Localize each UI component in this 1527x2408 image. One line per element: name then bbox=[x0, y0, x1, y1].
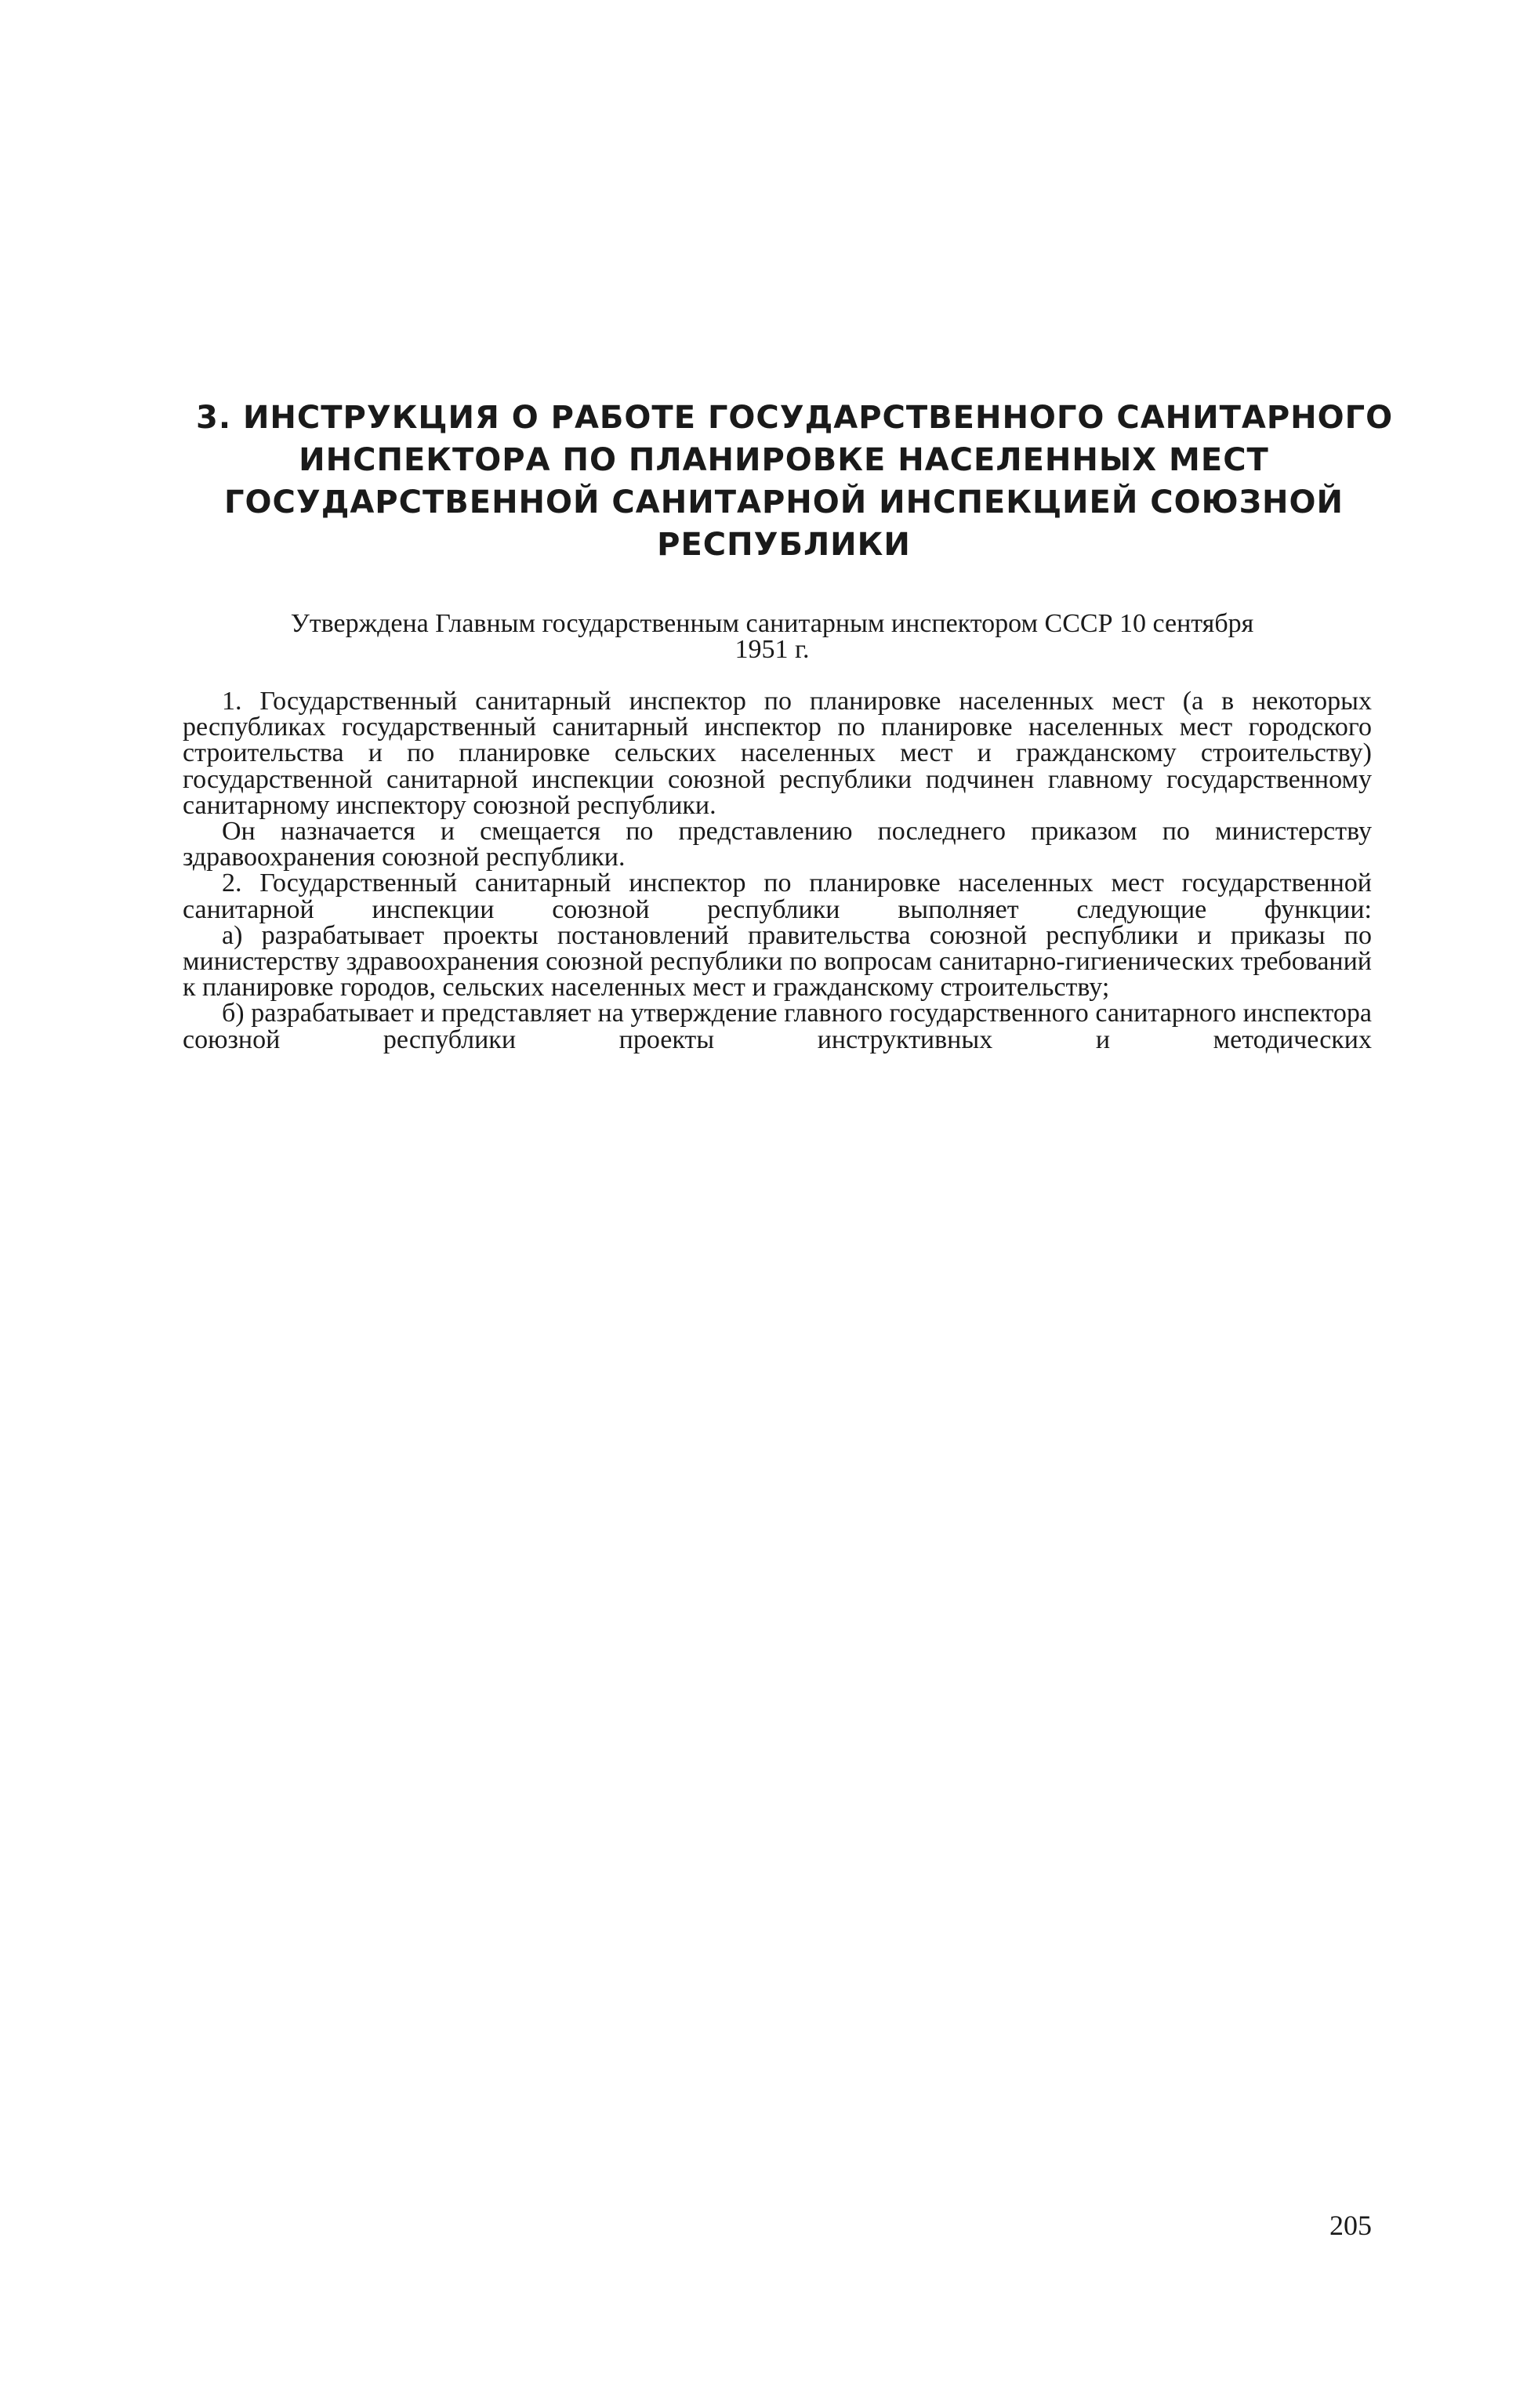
title-line: ГОСУДАРСТВЕННОЙ САНИТАРНОЙ ИНСПЕКЦИЕЙ СОЮЗНОЙ bbox=[224, 484, 1344, 520]
approval-note bbox=[149, 611, 1395, 662]
document-title bbox=[196, 397, 1394, 566]
title-line: 3. ИНСТРУКЦИЯ О РАБОТЕ ГОСУДАРСТВЕННОГО САНИТАРНОГО bbox=[196, 400, 1394, 436]
page-number: 205 bbox=[1329, 2210, 1372, 2241]
title-line: РЕСПУБЛИКИ bbox=[657, 527, 911, 563]
title-line: ИНСПЕКТОРА ПО ПЛАНИРОВКЕ НАСЕЛЕННЫХ МЕСТ bbox=[299, 442, 1269, 478]
body-text bbox=[183, 688, 1372, 1053]
approval-line: Утверждена Главным государственным санитарным инспектором СССР 10 сентября bbox=[290, 609, 1254, 638]
paragraph: б) разрабатывает и представляет на утверждение главного государственного санитарного инспектора союзной республики проекты инструктивных и методических bbox=[183, 999, 1372, 1054]
paragraph: 1. Государственный санитарный инспектор по планировке населенных мест (а в некоторых республиках государственный санитарный инспектор по планировке населенных мест городского строительства и по планировке сельских населенных мест и гражданскому строительству) государственной санитарной инспекции союзной республики подчинен главному государственному санитарному инспектору союзной республики. bbox=[183, 687, 1372, 820]
approval-line: 1951 г. bbox=[734, 635, 810, 664]
paragraph: а) разрабатывает проекты постановлений правительства союзной республики и приказы по министерству здравоохранения союзной республики по вопросам санитарно-гигиенических требований к планировке городов, сельских населенных мест и гражданскому строительству; bbox=[183, 920, 1372, 1003]
paragraph: Он назначается и смещается по представлению последнего приказом по министерству здравоохранения союзной республики. bbox=[183, 817, 1372, 872]
paragraph: 2. Государственный санитарный инспектор по планировке населенных мест государственной санитарной инспекции союзной республики выполняет следующие функции: bbox=[183, 869, 1372, 924]
